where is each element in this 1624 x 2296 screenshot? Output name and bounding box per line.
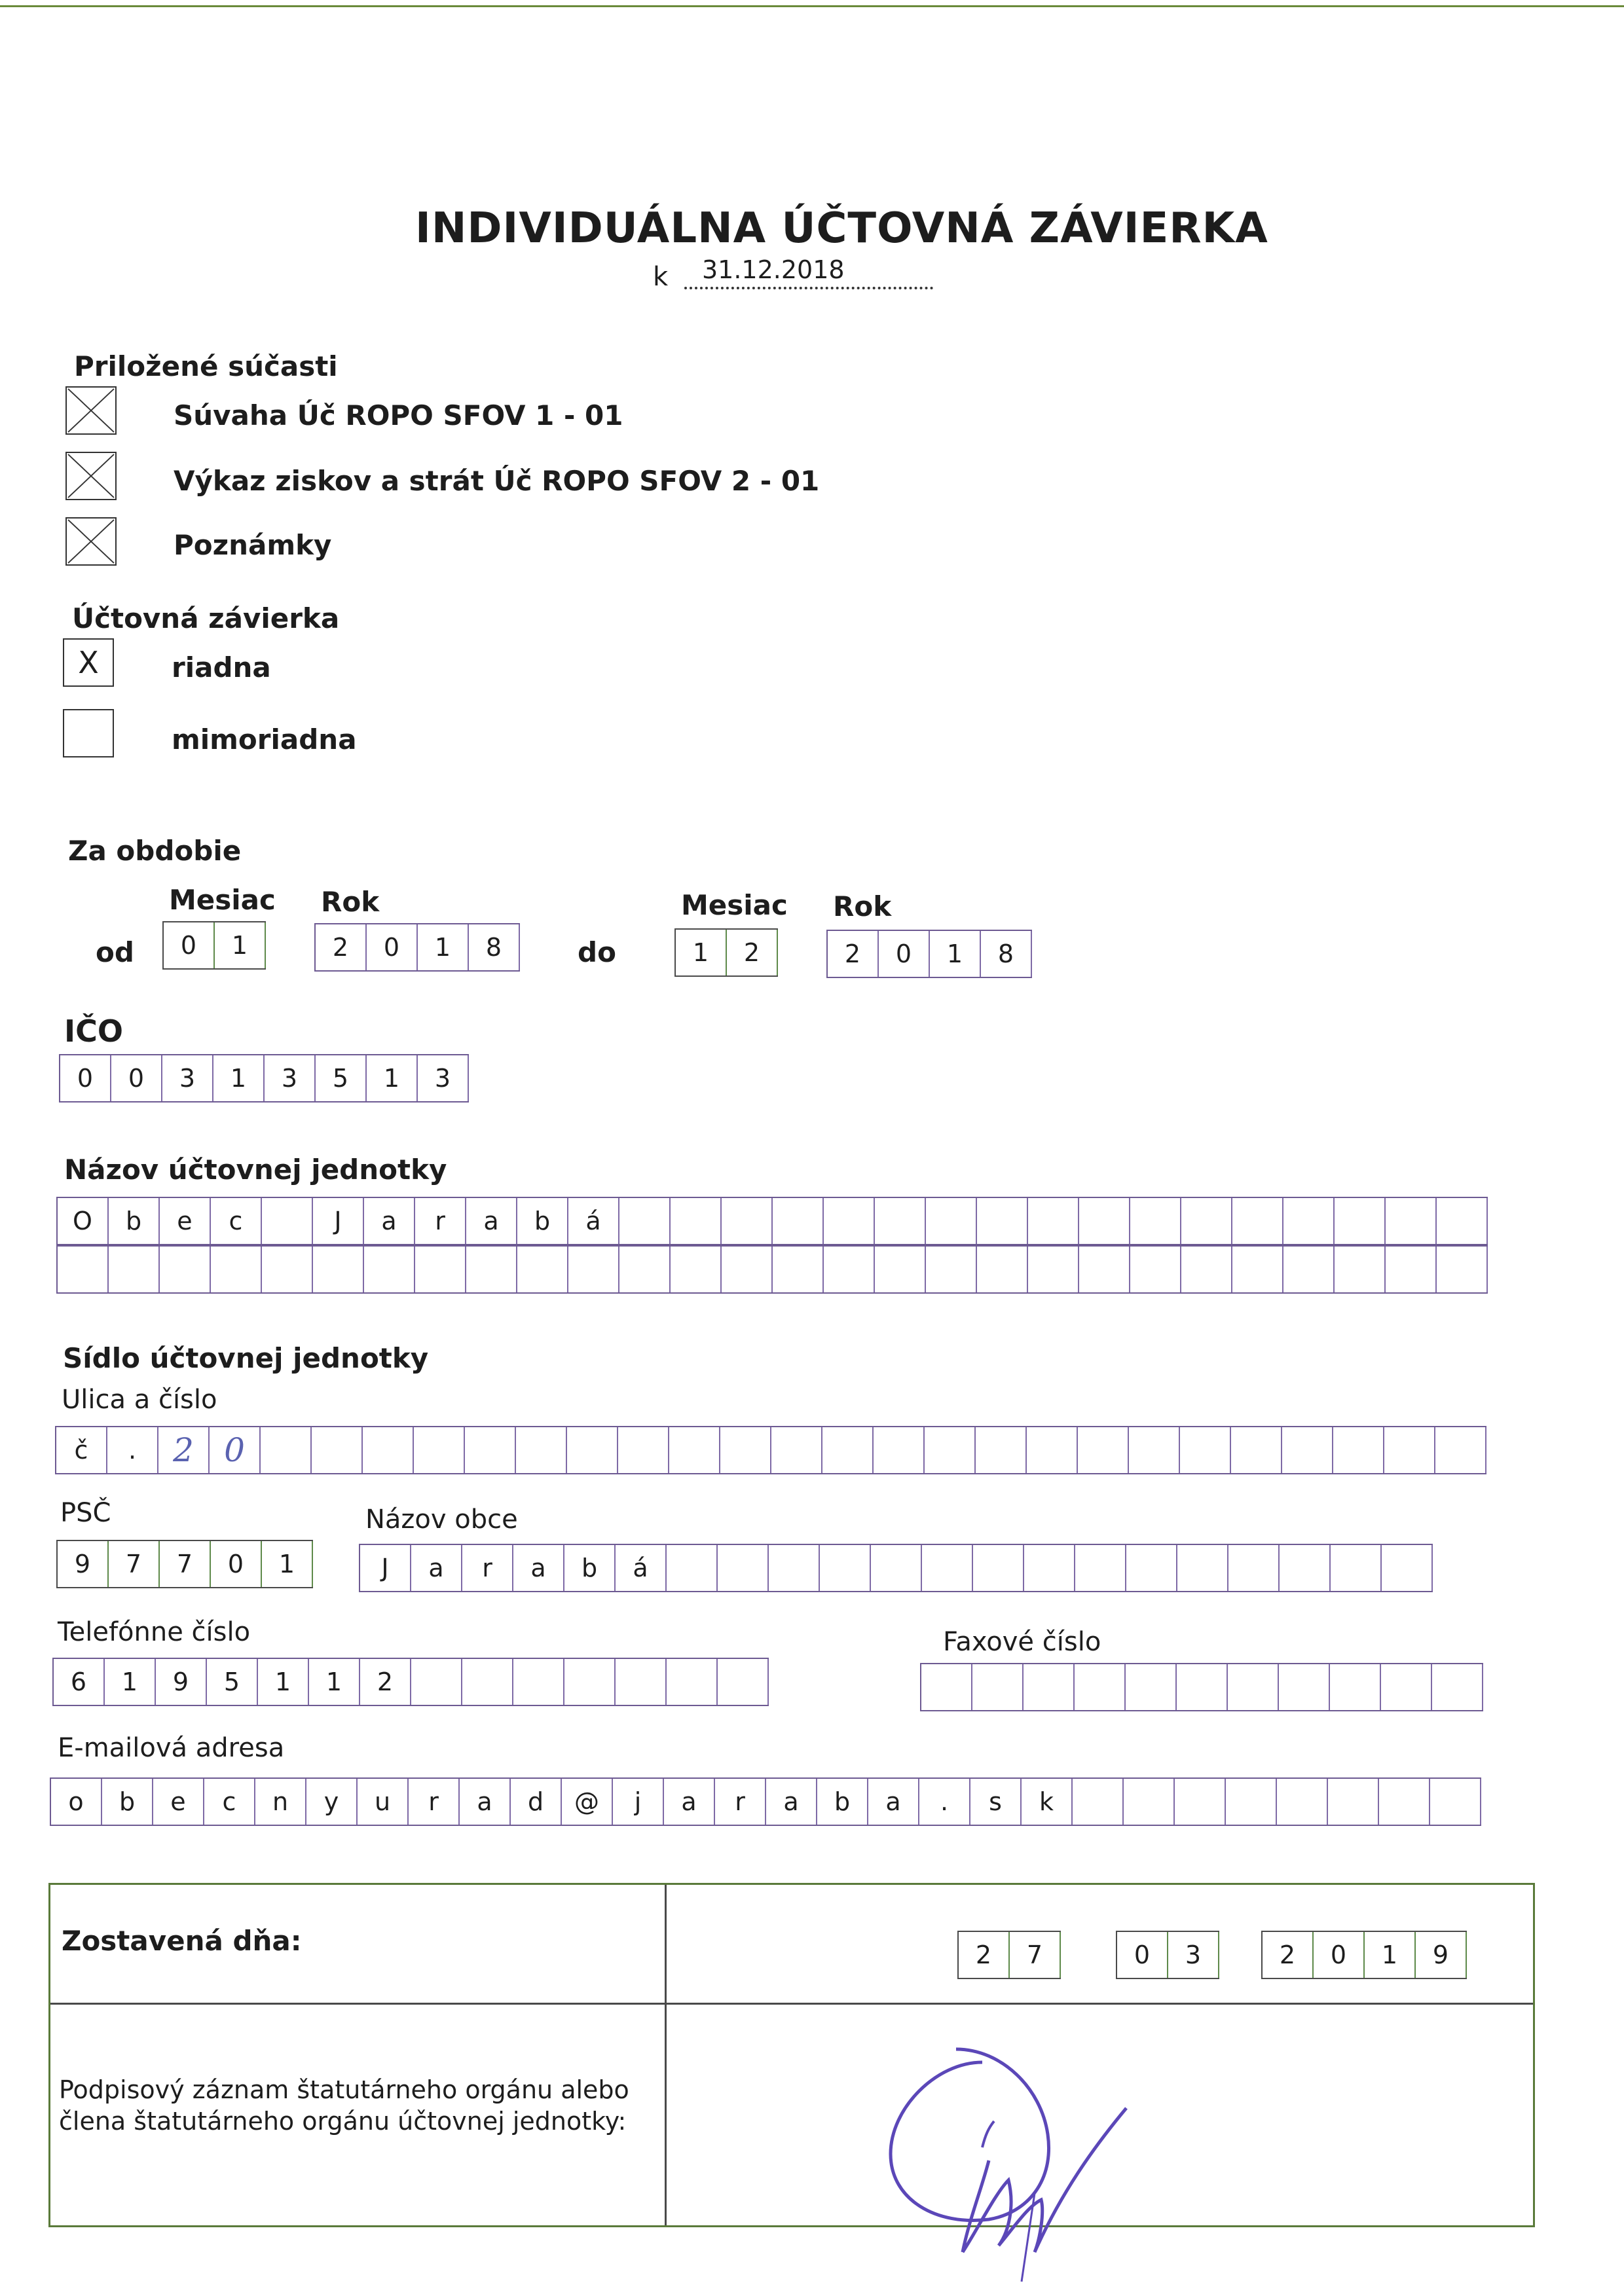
char-cell	[1078, 1427, 1129, 1473]
digit-cell: 0	[111, 1055, 162, 1101]
char-cell: r	[409, 1779, 460, 1825]
char-cell	[1379, 1779, 1430, 1825]
char-cell	[1130, 1198, 1181, 1244]
char-cell	[1232, 1198, 1283, 1244]
char-cell	[820, 1545, 871, 1591]
char-cell	[1283, 1198, 1335, 1244]
to-year-label: Rok	[833, 890, 892, 922]
digit-cell: 0	[60, 1055, 111, 1101]
char-cell	[973, 1545, 1024, 1591]
to-label: do	[578, 936, 616, 968]
char-cell: e	[153, 1779, 204, 1825]
char-cell: a	[466, 1198, 517, 1244]
char-cell: 7	[109, 1541, 160, 1587]
city-field[interactable]	[359, 1544, 1433, 1592]
entity-name-row-1[interactable]	[56, 1197, 1488, 1245]
char-cell	[465, 1427, 516, 1473]
char-cell	[1028, 1247, 1079, 1292]
char-cell: á	[568, 1198, 619, 1244]
x-mark: X	[78, 645, 99, 680]
char-cell	[977, 1198, 1028, 1244]
char-cell: č	[56, 1427, 107, 1473]
digit-cell: 3	[265, 1055, 316, 1101]
char-cell	[58, 1247, 109, 1292]
char-cell	[160, 1247, 211, 1292]
char-cell: 2	[158, 1427, 210, 1473]
checkbox-vykaz[interactable]	[65, 452, 117, 500]
date-value: 31.12.2018	[702, 255, 845, 284]
char-cell: 7	[160, 1541, 211, 1587]
address-heading: Sídlo účtovnej jednotky	[63, 1342, 429, 1374]
attached-item-label: Súvaha Úč ROPO SFOV 1 - 01	[174, 399, 623, 431]
digit-cell: 2	[727, 930, 778, 975]
fax-label: Faxové číslo	[943, 1627, 1101, 1657]
digit-cell: 8	[469, 924, 520, 970]
char-cell: 1	[1365, 1932, 1416, 1978]
char-cell	[1384, 1427, 1435, 1473]
phone-field[interactable]	[52, 1658, 769, 1706]
checkbox-riadna[interactable]	[63, 638, 114, 687]
char-cell	[822, 1427, 874, 1473]
char-cell	[926, 1247, 977, 1292]
char-cell: a	[364, 1198, 415, 1244]
char-cell	[109, 1247, 160, 1292]
char-cell: 5	[207, 1659, 258, 1705]
char-cell: b	[817, 1779, 868, 1825]
phone-label: Telefónne číslo	[58, 1617, 251, 1647]
char-cell	[1130, 1247, 1181, 1292]
ico-label: IČO	[64, 1013, 123, 1049]
char-cell: J	[360, 1545, 411, 1591]
char-cell	[1079, 1198, 1130, 1244]
char-cell: 9	[156, 1659, 207, 1705]
char-cell	[925, 1427, 976, 1473]
fax-field[interactable]	[920, 1663, 1483, 1711]
char-cell	[1437, 1198, 1488, 1244]
char-cell: 2	[1263, 1932, 1314, 1978]
char-cell: 7	[1010, 1932, 1061, 1978]
char-cell	[977, 1247, 1028, 1292]
char-cell	[972, 1664, 1024, 1710]
char-cell	[1282, 1427, 1333, 1473]
char-cell	[1028, 1198, 1079, 1244]
char-cell	[313, 1247, 364, 1292]
char-cell: d	[511, 1779, 562, 1825]
char-cell	[1432, 1664, 1483, 1710]
from-month-field[interactable]	[162, 921, 266, 970]
digit-cell: 1	[213, 1055, 265, 1101]
char-cell: .	[919, 1779, 970, 1825]
char-cell	[1024, 1545, 1075, 1591]
char-cell	[619, 1247, 671, 1292]
date-dotted-line	[684, 287, 933, 289]
street-field[interactable]	[55, 1426, 1486, 1474]
char-cell	[1177, 1545, 1228, 1591]
checkbox-poznamky[interactable]	[65, 517, 117, 566]
char-cell: 3	[1168, 1932, 1219, 1978]
document-title: INDIVIDUÁLNA ÚČTOVNÁ ZÁVIERKA	[415, 204, 1268, 253]
char-cell	[1280, 1545, 1331, 1591]
attached-item-label: Poznámky	[174, 529, 332, 561]
from-label: od	[96, 936, 134, 968]
char-cell	[1228, 1545, 1280, 1591]
digit-cell: 0	[879, 931, 930, 977]
x-mark	[64, 710, 113, 756]
char-cell	[1126, 1664, 1177, 1710]
char-cell	[824, 1198, 875, 1244]
char-cell: 1	[309, 1659, 360, 1705]
char-cell: n	[255, 1779, 306, 1825]
char-cell	[363, 1427, 414, 1473]
char-cell	[568, 1247, 619, 1292]
char-cell	[462, 1659, 513, 1705]
from-month-label: Mesiac	[169, 884, 276, 916]
char-cell	[1027, 1427, 1078, 1473]
char-cell: a	[766, 1779, 817, 1825]
char-cell	[1126, 1545, 1177, 1591]
char-cell	[364, 1247, 415, 1292]
char-cell: r	[715, 1779, 766, 1825]
char-cell	[261, 1427, 312, 1473]
char-cell	[513, 1659, 564, 1705]
char-cell: á	[616, 1545, 667, 1591]
section-divider-horizontal	[50, 2003, 1533, 2005]
char-cell: b	[564, 1545, 616, 1591]
char-cell	[262, 1198, 313, 1244]
char-cell	[564, 1659, 616, 1705]
period-heading: Za obdobie	[68, 835, 242, 867]
compiled-day-field[interactable]	[957, 1931, 1061, 1979]
char-cell	[1181, 1198, 1232, 1244]
char-cell: 2	[959, 1932, 1010, 1978]
date-prefix: k	[653, 262, 669, 292]
checkbox-suvaha[interactable]	[65, 386, 117, 435]
char-cell	[262, 1247, 313, 1292]
compiled-year-field[interactable]	[1261, 1931, 1467, 1979]
char-cell	[1180, 1427, 1231, 1473]
char-cell	[722, 1198, 773, 1244]
digit-cell: 1	[215, 922, 266, 968]
char-cell	[1277, 1779, 1328, 1825]
char-cell: a	[460, 1779, 511, 1825]
closing-heading: Účtovná závierka	[72, 602, 340, 634]
digit-cell: 5	[316, 1055, 367, 1101]
char-cell: r	[462, 1545, 513, 1591]
char-cell	[922, 1545, 973, 1591]
char-cell: e	[160, 1198, 211, 1244]
char-cell	[1335, 1247, 1386, 1292]
char-cell	[1226, 1779, 1277, 1825]
char-cell	[1075, 1664, 1126, 1710]
char-cell	[718, 1659, 769, 1705]
char-cell	[1024, 1664, 1075, 1710]
char-cell	[1283, 1247, 1335, 1292]
digit-cell: 3	[162, 1055, 213, 1101]
char-cell: .	[107, 1427, 158, 1473]
char-cell: 0	[1117, 1932, 1168, 1978]
char-cell	[567, 1427, 618, 1473]
char-cell	[312, 1427, 363, 1473]
digit-cell: 1	[676, 930, 727, 975]
compiled-label: Zostavená dňa:	[62, 1925, 302, 1957]
attached-parts-heading: Priložené súčasti	[74, 350, 338, 382]
char-cell: @	[562, 1779, 613, 1825]
char-cell	[720, 1427, 771, 1473]
char-cell: y	[306, 1779, 358, 1825]
char-cell	[616, 1659, 667, 1705]
entity-name-label: Názov účtovnej jednotky	[64, 1154, 447, 1186]
char-cell: 9	[1416, 1932, 1467, 1978]
ico-field[interactable]	[59, 1054, 469, 1102]
char-cell: r	[415, 1198, 466, 1244]
char-cell	[1232, 1247, 1283, 1292]
city-label: Názov obce	[365, 1504, 518, 1535]
char-cell	[1075, 1545, 1126, 1591]
email-field[interactable]	[50, 1777, 1481, 1826]
char-cell: 1	[262, 1541, 313, 1587]
char-cell	[667, 1659, 718, 1705]
to-month-label: Mesiac	[681, 889, 788, 921]
from-year-field[interactable]	[314, 923, 520, 972]
attached-item-label: Výkaz ziskov a strát Úč ROPO SFOV 2 - 01	[174, 465, 820, 497]
to-month-field[interactable]	[674, 928, 778, 977]
digit-cell: 1	[930, 931, 981, 977]
char-cell	[1124, 1779, 1175, 1825]
char-cell: u	[358, 1779, 409, 1825]
digit-cell: 8	[981, 931, 1032, 977]
psc-field[interactable]	[56, 1540, 313, 1588]
handwritten-signature	[864, 2023, 1166, 2285]
char-cell	[1437, 1247, 1488, 1292]
digit-cell: 1	[367, 1055, 418, 1101]
char-cell: o	[51, 1779, 102, 1825]
char-cell	[871, 1545, 922, 1591]
closing-option-label: riadna	[172, 651, 271, 683]
char-cell	[824, 1247, 875, 1292]
char-cell: 9	[58, 1541, 109, 1587]
char-cell	[1382, 1545, 1433, 1591]
digit-cell: 0	[367, 924, 418, 970]
char-cell: s	[970, 1779, 1022, 1825]
digit-cell: 3	[418, 1055, 469, 1101]
char-cell: 0	[210, 1427, 261, 1473]
char-cell: c	[211, 1198, 262, 1244]
char-cell	[1129, 1427, 1180, 1473]
char-cell	[618, 1427, 669, 1473]
char-cell: 1	[105, 1659, 156, 1705]
char-cell	[1177, 1664, 1228, 1710]
char-cell	[921, 1664, 972, 1710]
char-cell	[1430, 1779, 1481, 1825]
closing-option-label: mimoriadna	[172, 723, 357, 756]
char-cell	[1181, 1247, 1232, 1292]
char-cell: J	[313, 1198, 364, 1244]
from-year-label: Rok	[321, 886, 380, 918]
char-cell	[718, 1545, 769, 1591]
char-cell	[875, 1247, 926, 1292]
char-cell	[1231, 1427, 1282, 1473]
top-border-line	[0, 5, 1624, 7]
char-cell: 2	[360, 1659, 411, 1705]
char-cell: k	[1022, 1779, 1073, 1825]
char-cell	[926, 1198, 977, 1244]
email-label: E-mailová adresa	[58, 1733, 285, 1763]
char-cell: O	[58, 1198, 109, 1244]
char-cell: b	[517, 1198, 568, 1244]
char-cell	[1333, 1427, 1384, 1473]
street-label: Ulica a číslo	[62, 1385, 217, 1415]
section-divider-vertical	[665, 1885, 667, 2225]
char-cell	[667, 1545, 718, 1591]
char-cell	[669, 1427, 720, 1473]
to-year-field[interactable]	[826, 930, 1032, 978]
cross-mark-icon	[67, 453, 115, 499]
digit-cell: 1	[418, 924, 469, 970]
char-cell: a	[513, 1545, 564, 1591]
char-cell	[1335, 1198, 1386, 1244]
char-cell	[1386, 1247, 1437, 1292]
char-cell	[671, 1247, 722, 1292]
char-cell	[1330, 1664, 1381, 1710]
char-cell	[1331, 1545, 1382, 1591]
digit-cell: 2	[316, 924, 367, 970]
char-cell	[1328, 1779, 1379, 1825]
char-cell	[415, 1247, 466, 1292]
digit-cell: 0	[164, 922, 215, 968]
char-cell	[466, 1247, 517, 1292]
cross-mark-icon	[67, 519, 115, 564]
char-cell	[619, 1198, 671, 1244]
checkbox-mimoriadna[interactable]	[63, 709, 114, 757]
char-cell: b	[109, 1198, 160, 1244]
char-cell	[517, 1247, 568, 1292]
char-cell	[516, 1427, 567, 1473]
entity-name-row-2[interactable]	[56, 1245, 1488, 1294]
char-cell: c	[204, 1779, 255, 1825]
compiled-month-field[interactable]	[1116, 1931, 1219, 1979]
char-cell	[875, 1198, 926, 1244]
char-cell	[976, 1427, 1027, 1473]
char-cell	[1079, 1247, 1130, 1292]
char-cell: 6	[54, 1659, 105, 1705]
char-cell	[671, 1198, 722, 1244]
char-cell	[411, 1659, 462, 1705]
char-cell: j	[613, 1779, 664, 1825]
char-cell	[414, 1427, 465, 1473]
char-cell: 1	[258, 1659, 309, 1705]
char-cell	[771, 1427, 822, 1473]
char-cell: 0	[211, 1541, 262, 1587]
char-cell: a	[868, 1779, 919, 1825]
signature-label-line-2: člena štatutárneho orgánu účtovnej jednotky:	[59, 2107, 627, 2136]
signature-label-line-1: Podpisový záznam štatutárneho orgánu alebo	[59, 2075, 629, 2104]
psc-label: PSČ	[60, 1498, 111, 1528]
cross-mark-icon	[67, 388, 115, 433]
char-cell	[722, 1247, 773, 1292]
char-cell	[1386, 1198, 1437, 1244]
char-cell	[1435, 1427, 1486, 1473]
char-cell	[1175, 1779, 1226, 1825]
char-cell	[1381, 1664, 1432, 1710]
char-cell	[773, 1198, 824, 1244]
char-cell: a	[411, 1545, 462, 1591]
char-cell	[1279, 1664, 1330, 1710]
char-cell	[1073, 1779, 1124, 1825]
char-cell	[211, 1247, 262, 1292]
char-cell: 0	[1314, 1932, 1365, 1978]
char-cell: a	[664, 1779, 715, 1825]
char-cell	[769, 1545, 820, 1591]
digit-cell: 2	[828, 931, 879, 977]
char-cell	[874, 1427, 925, 1473]
char-cell	[773, 1247, 824, 1292]
char-cell	[1228, 1664, 1279, 1710]
char-cell: b	[102, 1779, 153, 1825]
